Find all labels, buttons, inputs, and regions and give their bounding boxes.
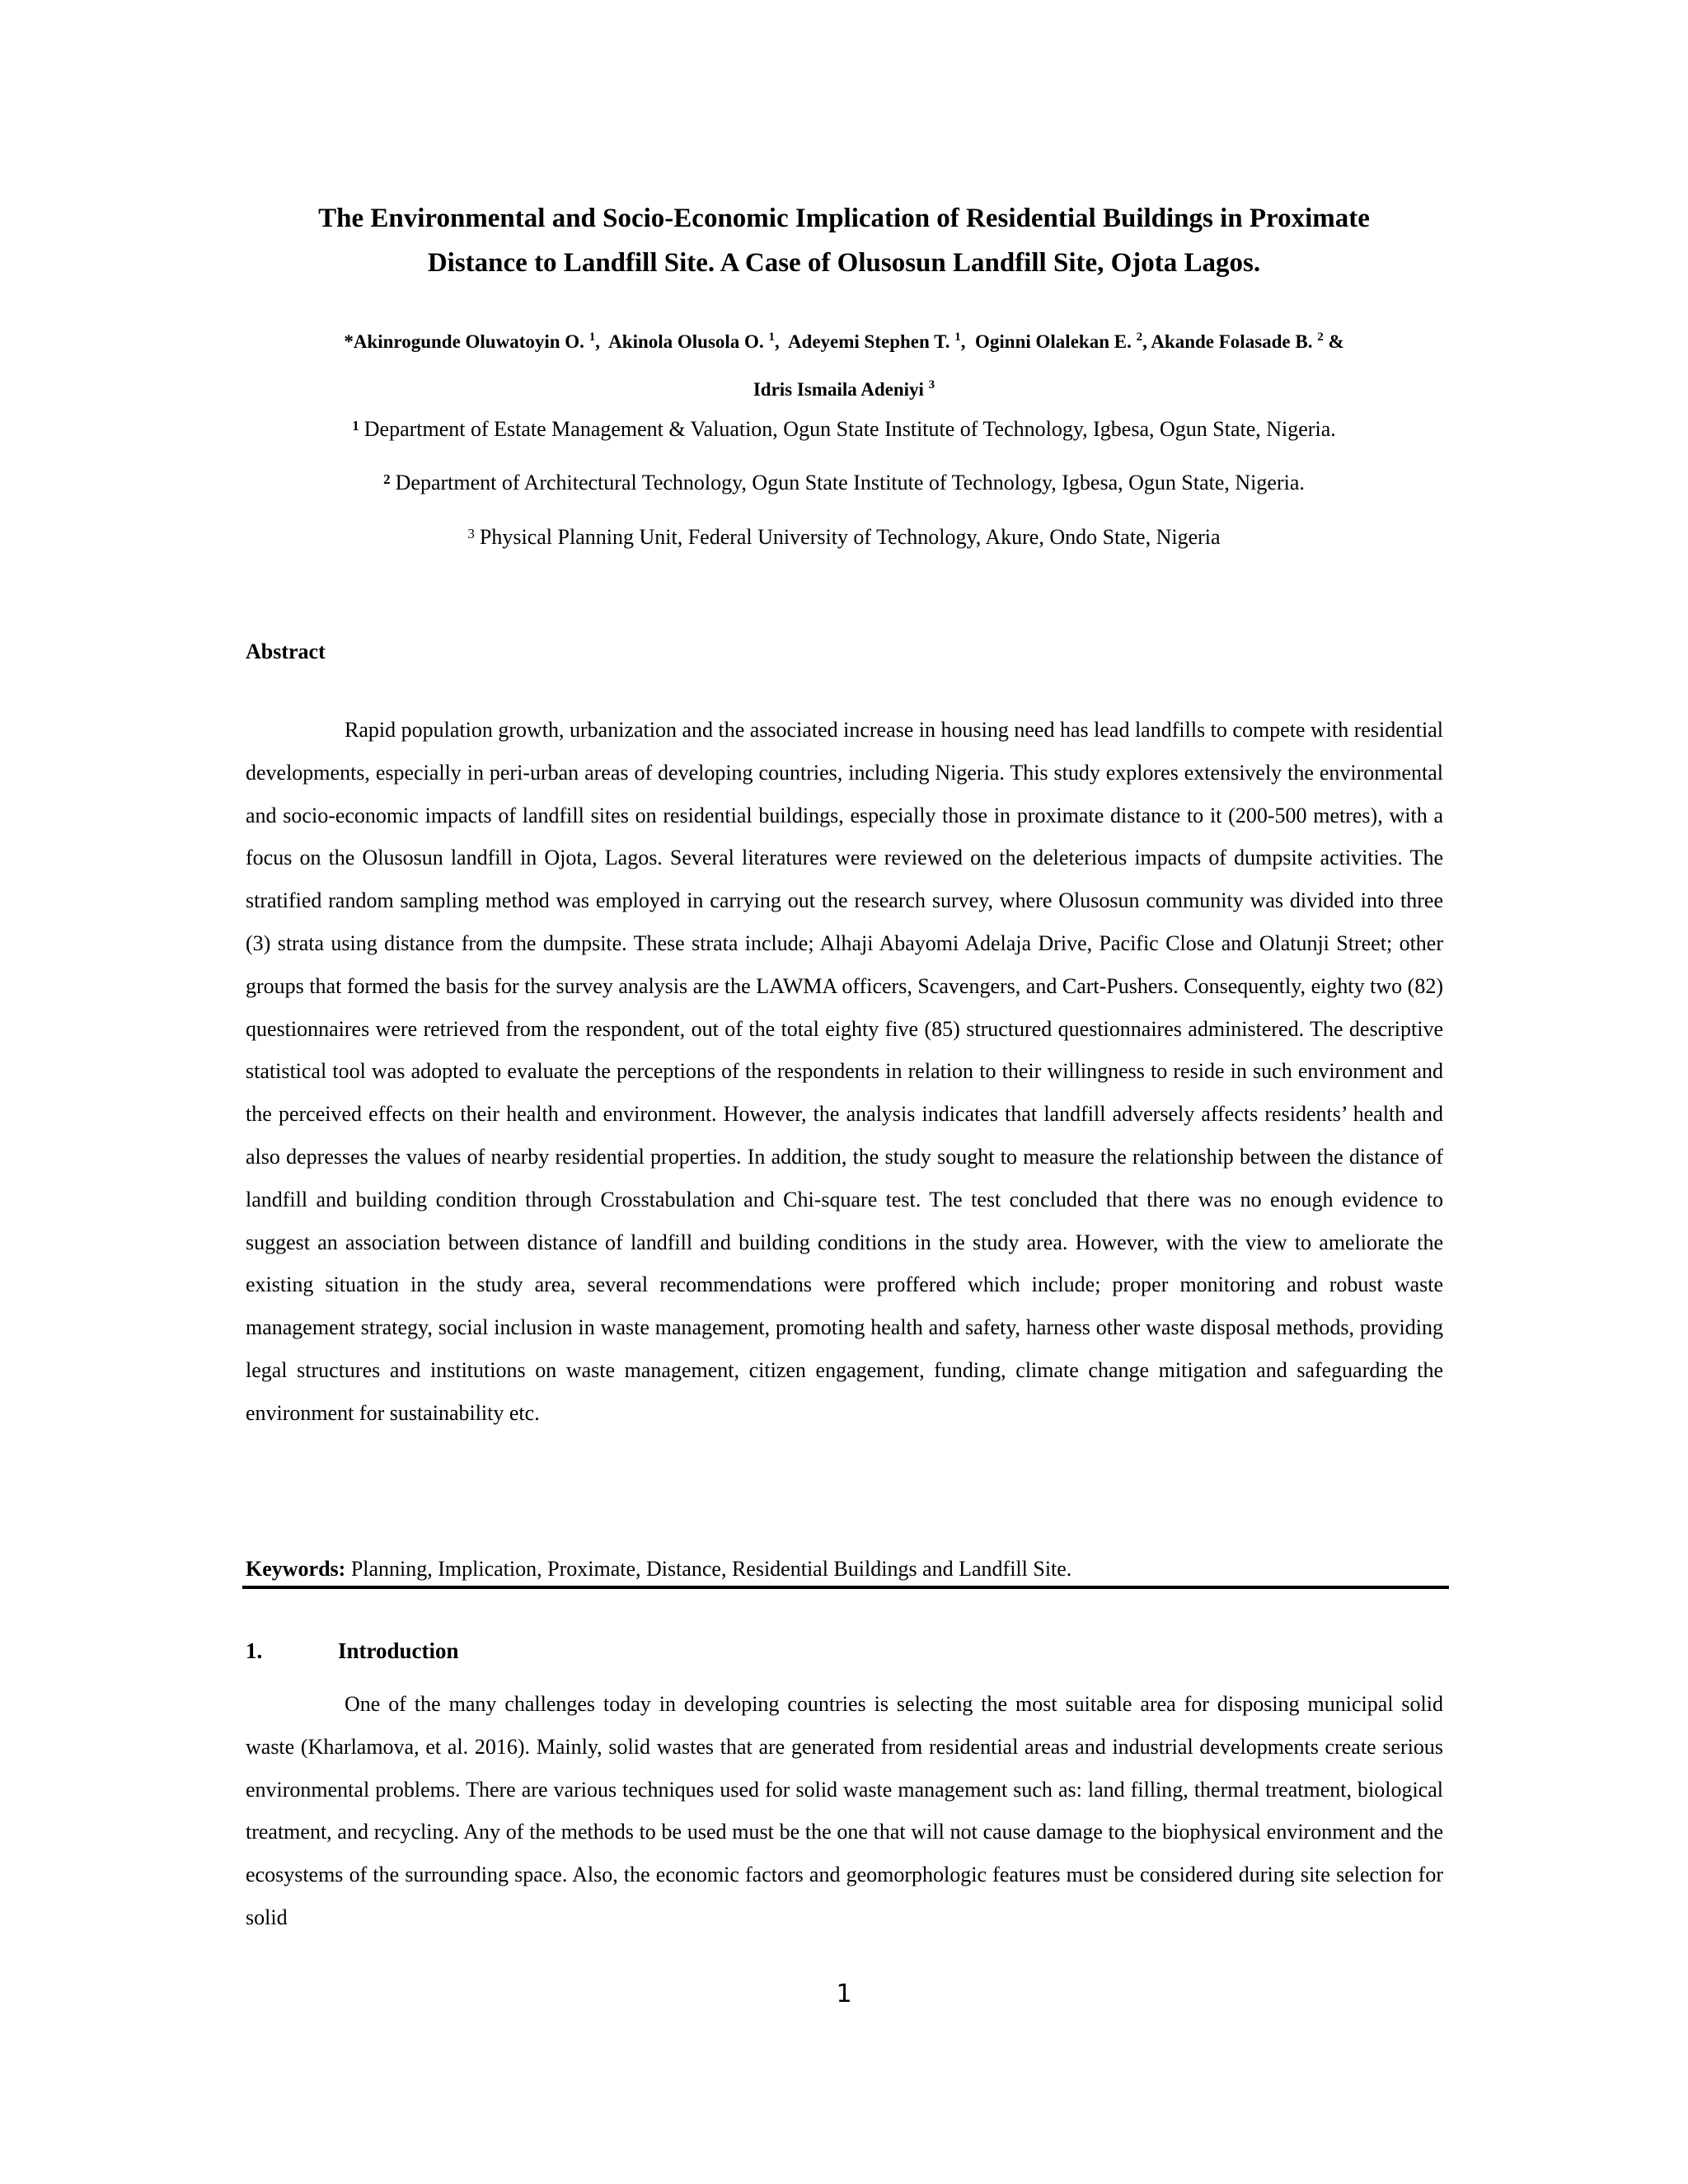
keywords-text: Planning, Implication, Proximate, Distance, Residential Buildings and Landfill Site. — [350, 1557, 1072, 1581]
introduction-body: One of the many challenges today in developing countries is selecting the most suitable area for disposing municipal solid waste (Kharlamova, et al. 2016). Mainly, solid wastes that are generated from residential areas and industrial developments create serious environmental problems. There are various techniques used for solid waste management such as: land filling, thermal treatment, biological treatment, and recycling. Any of the methods to be used must be the one that will not cause damage to the biophysical environment and the ecosystems of the surrounding space. Also, the economic factors and geomorphologic features must be considered during site selection for solid — [246, 1692, 1443, 1929]
author-separator: & — [1323, 331, 1344, 352]
affiliation-text: Department of Estate Management & Valuation, Ogun State Institute of Technology, Igbesa, Ogun State, Nigeria. — [363, 417, 1336, 441]
affiliation-mark: 1 — [352, 418, 359, 434]
author-affiliation-mark: 2 — [1136, 330, 1143, 344]
keywords-label: Keywords: — [246, 1557, 346, 1581]
author-affiliation-mark: 2 — [1317, 330, 1324, 344]
author-name: Adeyemi Stephen T. — [787, 331, 950, 352]
paper-title — [206, 196, 1482, 285]
page-number: 1 — [836, 1980, 852, 2008]
affiliation-2 — [206, 470, 1482, 496]
title-line-2: Distance to Landfill Site. A Case of Olusosun Landfill Site, Ojota Lagos. — [427, 248, 1261, 278]
title-line-1: The Environmental and Socio-Economic Implication of Residential Buildings in Proximate — [318, 204, 1370, 233]
author-name: Akande Folasade B. — [1151, 331, 1313, 352]
author-affiliation-mark: 1 — [954, 330, 961, 344]
section-title: Introduction — [338, 1638, 459, 1663]
author-affiliation-mark: 1 — [768, 330, 775, 344]
author-separator: , — [960, 331, 966, 352]
affiliation-mark: 2 — [383, 471, 391, 487]
author-separator: , — [595, 331, 600, 352]
affiliation-3 — [206, 524, 1482, 551]
section-number: 1. — [246, 1638, 263, 1663]
author-name: Akinola Olusola O. — [608, 331, 764, 352]
keywords-line — [246, 1556, 1443, 1582]
author-name: *Akinrogunde Oluwatoyin O. — [344, 331, 584, 352]
section-heading-introduction — [246, 1638, 459, 1664]
abstract-heading: Abstract — [246, 640, 326, 663]
author-separator: , — [774, 331, 780, 352]
abstract-body: Rapid population growth, urbanization and the associated increase in housing need has lead landfills to compete with residential developments, especially in peri-urban areas of developing countries, including Nigeria. This study explores extensively the environmental and socio-economic impacts of landfill sites on residential buildings, especially those in proximate distance to it (200-500 metres), with a focus on the Olusosun landfill in Ojota, Lagos. Several literatures were reviewed on the deleterious impacts of dumpsite activities. The stratified random sampling method was employed in carrying out the research survey, where Olusosun community was divided into three (3) strata using distance from the dumpsite. These strata include; Alhaji Abayomi Adelaja Drive, Pacific Close and Olatunji Street; other groups that formed the basis for the survey analysis are the LAWMA officers, Scavengers, and Cart-Pushers. Consequently, eighty two (82) questionnaires were retrieved from the respondent, out of the total eighty five (85) structured questionnaires administered. The descriptive statistical tool was adopted to evaluate the perceptions of the respondents in relation to their willingness to reside in such environment and the perceived effects on their health and environment. However, the analysis indicates that landfill adversely affects residents’ health and also depresses the values of nearby residential properties. In addition, the study sought to measure the relationship between the distance of landfill and building condition through Crosstabulation and Chi-square test. The test concluded that there was no enough evidence to suggest an association between distance of landfill and building conditions in the study area. However, with the view to ameliorate the existing situation in the study area, several recommendations were proffered which include; proper monitoring and robust waste management strategy, social inclusion in waste management, promoting health and safety, harness other waste disposal methods, providing legal structures and institutions on waste management, citizen engagement, funding, climate change mitigation and safeguarding the environment for sustainability etc. — [246, 718, 1443, 1425]
affiliation-mark: 3 — [467, 526, 475, 541]
affiliation-text: Physical Planning Unit, Federal University of Technology, Akure, Ondo State, Nigeria — [479, 525, 1221, 549]
author-name: Oginni Olalekan E. — [975, 331, 1132, 352]
affiliation-text: Department of Architectural Technology, Ogun State Institute of Technology, Igbesa, Ogun State, Nigeria. — [395, 471, 1305, 494]
section-divider — [242, 1586, 1449, 1589]
affiliation-1 — [206, 416, 1482, 443]
author-affiliation-mark: 1 — [588, 330, 596, 344]
author-list — [239, 318, 1449, 414]
author-separator: , — [1142, 331, 1147, 352]
author-name: Idris Ismaila Adeniyi — [753, 379, 924, 400]
author-affiliation-mark: 3 — [928, 378, 935, 391]
